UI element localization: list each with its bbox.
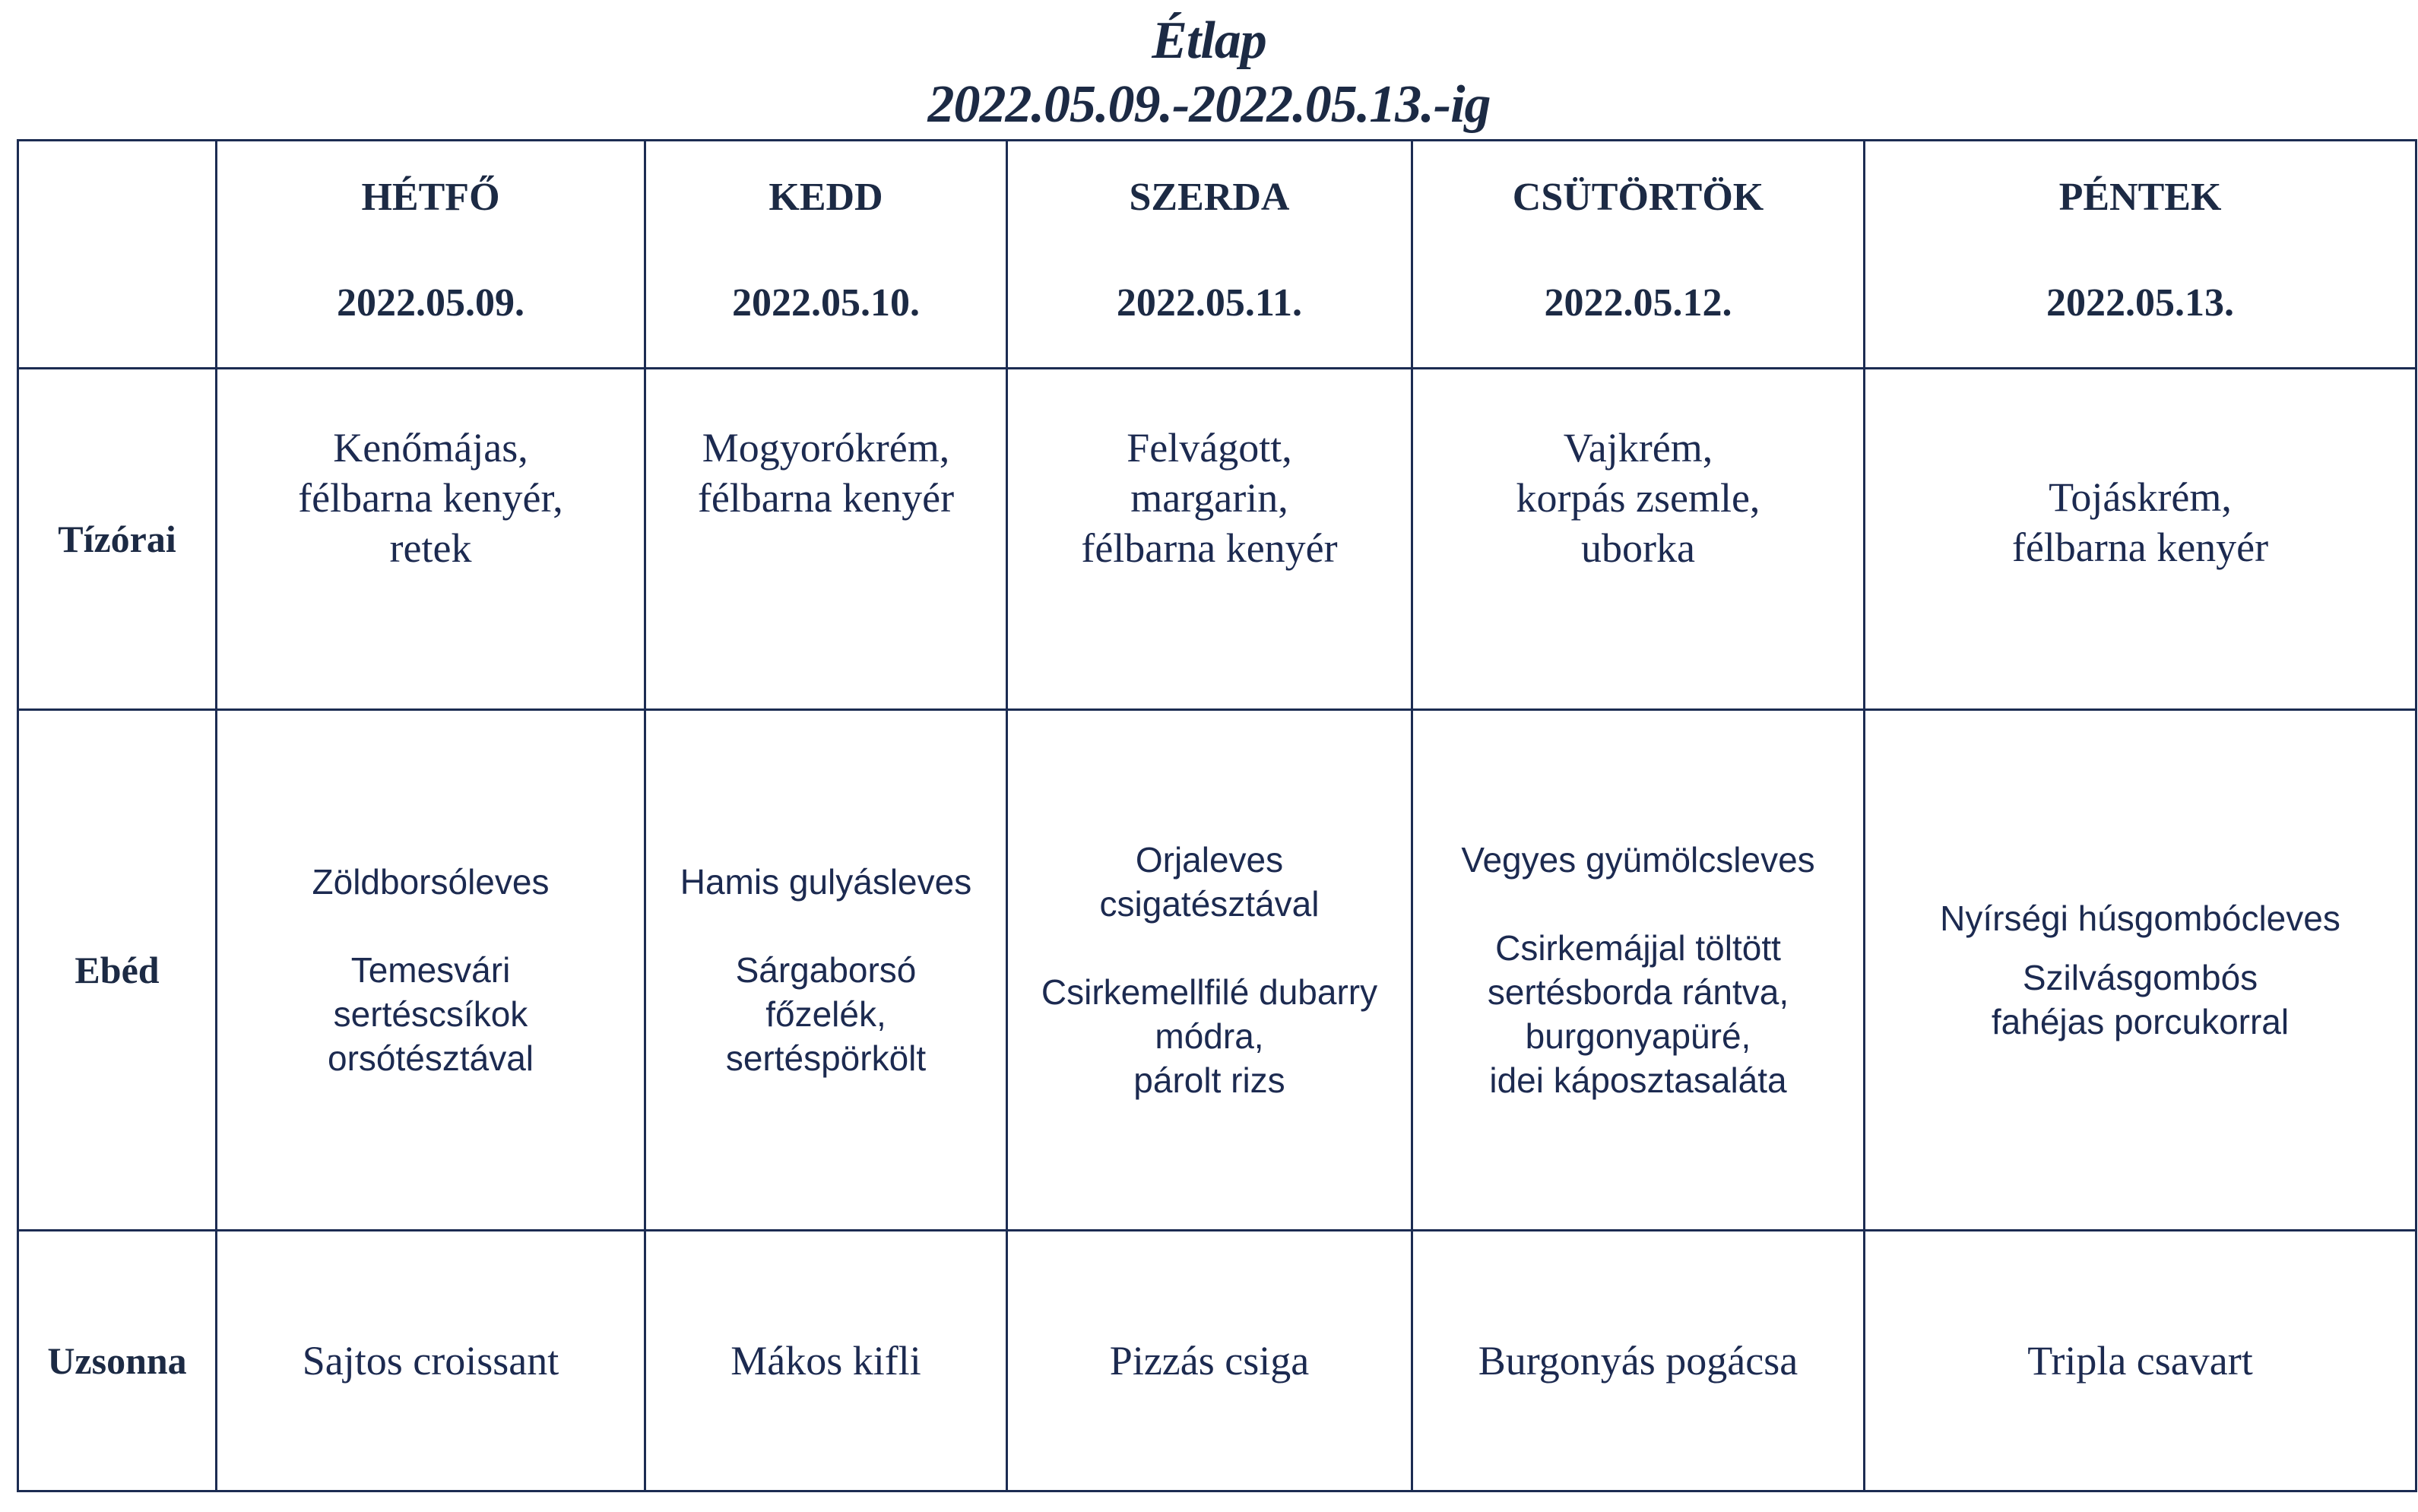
day-name: CSÜTÖRTÖK [1512,175,1764,219]
ebed-friday [1865,710,2416,1231]
ebed-tuesday [645,710,1007,1231]
row-tizorai [18,369,2416,710]
document-title: Étlap [1152,11,1266,70]
menu-line: Mogyorókrém, [702,425,950,471]
uzsonna-monday: Sajtos croissant [217,1231,645,1491]
tizorai-wednesday [1007,369,1412,710]
uzsonna-thursday: Burgonyás pogácsa [1412,1231,1865,1491]
menu-line: félbarna kenyér [2011,525,2269,570]
main-course-line: Csirkemájjal töltött [1495,928,1781,968]
main-course-line: sertéscsíkok [333,994,528,1034]
row-uzsonna [18,1231,2416,1491]
uzsonna-wednesday: Pizzás csiga [1007,1231,1412,1491]
menu-line: félbarna kenyér, [298,475,563,521]
day-date: 2022.05.09. [337,281,524,325]
main-course-line: fahéjas porcukorral [1991,1002,2290,1041]
main-course-line: Temesvári [350,950,511,990]
day-header-wednesday [1007,141,1412,369]
day-header-thursday [1412,141,1865,369]
tizorai-friday [1865,369,2416,710]
menu-line: retek [389,525,472,571]
menu-line: Kenőmájas, [333,425,528,471]
soup: Hamis gulyásleves [680,862,972,902]
main-course-line: módra, [1155,1016,1264,1056]
main-course-line: sertésborda rántva, [1487,972,1789,1012]
menu-line: uborka [1581,525,1695,571]
main-course-line: sertéspörkölt [725,1038,927,1078]
day-name: PÉNTEK [2058,175,2222,219]
tizorai-monday [217,369,645,710]
ebed-monday [217,710,645,1231]
day-date: 2022.05.10. [732,281,920,325]
menu-line: félbarna kenyér [1081,525,1338,571]
soup: Zöldborsóleves [312,862,550,902]
main-course-line: orsótésztával [327,1038,534,1078]
tizorai-thursday [1412,369,1865,710]
main-course-line: burgonyapüré, [1525,1016,1751,1056]
corner-cell [18,141,217,369]
menu-line: Tojáskrém, [2049,474,2232,520]
tizorai-tuesday [645,369,1007,710]
soup: Orjaleves [1135,840,1284,880]
day-date: 2022.05.12. [1544,281,1732,325]
day-date: 2022.05.13. [2046,281,2234,325]
soup: Vegyes gyümölcsleves [1461,840,1815,880]
ebed-thursday [1412,710,1865,1231]
menu-line: korpás zsemle, [1516,475,1760,521]
menu-line: Felvágott, [1127,425,1292,471]
day-name: KEDD [768,175,883,219]
row-label-tizorai: Tízórai [18,369,217,710]
main-course-line: Csirkemellfilé dubarry [1041,972,1378,1012]
day-name: SZERDA [1129,175,1290,219]
day-header-tuesday [645,141,1007,369]
ebed-wednesday [1007,710,1412,1231]
day-date: 2022.05.11. [1116,281,1303,325]
weekly-menu-table [17,139,2417,1492]
uzsonna-tuesday: Mákos kifli [645,1231,1007,1491]
row-label-uzsonna: Uzsonna [18,1231,217,1491]
header-row [18,141,2416,369]
soup: Nyírségi húsgombócleves [1940,899,2340,938]
main-course-line: Sárgaborsó [735,950,917,990]
day-name: HÉTFŐ [361,175,500,219]
soup: csigatésztával [1099,884,1320,924]
main-course-line: idei káposztasaláta [1489,1060,1787,1100]
menu-line: Vajkrém, [1563,425,1713,471]
main-course-line: Szilvásgombós [2022,958,2258,997]
main-course-line: párolt rizs [1133,1060,1285,1100]
date-range: 2022.05.09.-2022.05.13.-ig [927,75,1491,134]
row-ebed [18,710,2416,1231]
menu-line: margarin, [1130,475,1288,521]
menu-line: félbarna kenyér [697,475,955,521]
uzsonna-friday: Tripla csavart [1865,1231,2416,1491]
row-label-ebed: Ebéd [18,710,217,1231]
main-course-line: főzelék, [765,994,886,1034]
day-header-friday [1865,141,2416,369]
day-header-monday [217,141,645,369]
